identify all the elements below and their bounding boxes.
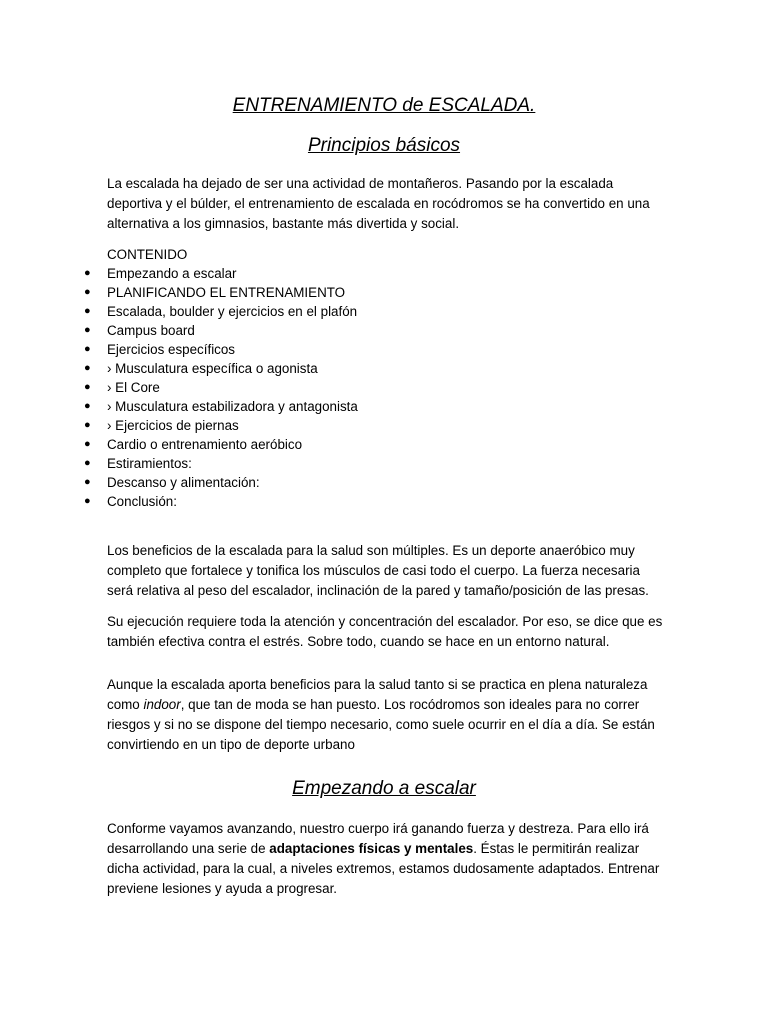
toc-item-label: Descanso y alimentación:: [107, 475, 260, 490]
bullet-icon: ●: [84, 495, 91, 507]
bullet-icon: ●: [84, 457, 91, 469]
indoor-term: indoor: [143, 697, 181, 712]
toc-item-label: PLANIFICANDO EL ENTRENAMIENTO: [107, 285, 346, 300]
toc-item: [0, 321, 768, 340]
section-paragraph: [107, 819, 667, 899]
toc-list: [0, 264, 768, 511]
bullet-icon: ●: [84, 286, 91, 298]
section-title: Empezando a escalar: [292, 778, 476, 799]
bullet-icon: ●: [84, 476, 91, 488]
toc-item: [0, 378, 768, 397]
bullet-icon: ●: [84, 305, 91, 317]
bullet-icon: ●: [84, 438, 91, 450]
benefits-paragraph-2: Su ejecución requiere toda la atención y concentración del escalador. Por eso, se dice que es también efectiva contra el estrés. Sobre todo, cuando se hace en un entorno natural.: [107, 614, 663, 649]
document-subtitle: Principios básicos: [307, 135, 461, 156]
toc-item: [0, 264, 768, 283]
toc-item-label: Estiramientos:: [107, 456, 192, 471]
toc-heading: CONTENIDO: [107, 247, 188, 262]
bullet-icon: ●: [84, 343, 91, 355]
benefits-paragraph-1: Los beneficios de la escalada para la salud son múltiples. Es un deporte anaeróbico muy completo que fortalece y tonifica los músculos de casi todo el cuerpo. La fuerza necesaria será relativa al peso del escalador, inclinación de la pared y tamaño/posición de las presas.: [107, 543, 649, 598]
section-part-b: . Éstas le permitirán realizar dicha actividad, para la cual, a niveles extremos, estamos dudosamente adaptados. Entrenar previene lesiones y ayuda a progresar.: [107, 841, 660, 896]
toc-item-label: Conclusión:: [107, 494, 177, 509]
toc-item: [0, 492, 768, 511]
bullet-icon: ●: [84, 400, 91, 412]
bullet-icon: ●: [84, 324, 91, 336]
section-part-a: Conforme vayamos avanzando, nuestro cuerpo irá ganando fuerza y destreza. Para ello irá desarrollando una serie de: [107, 821, 649, 856]
bullet-icon: ●: [84, 381, 91, 393]
toc-item: [0, 435, 768, 454]
toc-item-label: Ejercicios específicos: [107, 342, 236, 357]
toc-item-label: › El Core: [107, 380, 160, 395]
toc-item: [0, 473, 768, 492]
toc-item-label: Campus board: [107, 323, 195, 338]
benefits-3-part-a: Aunque la escalada aporta beneficios para la salud tanto si se practica en plena naturaleza como: [107, 677, 648, 712]
bullet-icon: ●: [84, 267, 91, 279]
benefits-3-part-b: , que tan de moda se han puesto. Los rocódromos son ideales para no correr riesgos y si no se dispone del tiempo necesario, como suele ocurrir en el día a día. Se están convirtiendo en un tipo de deporte urbano: [107, 697, 655, 752]
toc-item: [0, 454, 768, 473]
bullet-icon: ●: [84, 362, 91, 374]
toc-item: [0, 302, 768, 321]
toc-item: [0, 340, 768, 359]
section-bold-term: adaptaciones físicas y mentales: [269, 841, 474, 856]
toc-item: [0, 359, 768, 378]
toc-item-label: Escalada, boulder y ejercicios en el plafón: [107, 304, 358, 319]
toc-item-label: Cardio o entrenamiento aeróbico: [107, 437, 303, 452]
document-title: ENTRENAMIENTO de ESCALADA.: [232, 95, 536, 116]
intro-paragraph: La escalada ha dejado de ser una actividad de montañeros. Pasando por la escalada deportiva y el búlder, el entrenamiento de escalada en rocódromos se ha convertido en una alternativa a los gimnasios, bastante más divertida y social.: [107, 176, 650, 231]
toc-item-label: Empezando a escalar: [107, 266, 237, 281]
toc-item: [0, 397, 768, 416]
toc-item-label: › Musculatura estabilizadora y antagonista: [107, 399, 358, 414]
benefits-paragraph-3: [107, 675, 667, 755]
toc-item: [0, 283, 768, 302]
bullet-icon: ●: [84, 419, 91, 431]
toc-item-label: › Ejercicios de piernas: [107, 418, 239, 433]
toc-item: [0, 416, 768, 435]
toc-item-label: › Musculatura específica o agonista: [107, 361, 318, 376]
